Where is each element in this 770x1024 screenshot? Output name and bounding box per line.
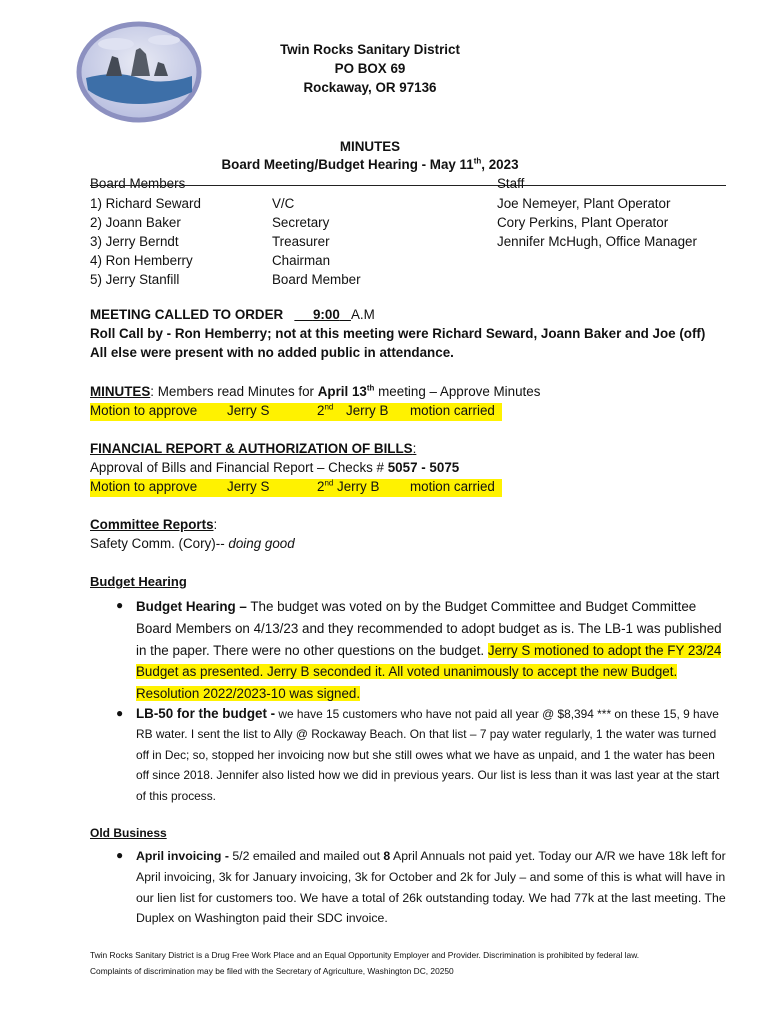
footer-line-2: Complaints of discrimination may be filed with the Secretary of Agriculture, Washington DC, 20250 bbox=[90, 966, 454, 976]
minutes-item: MINUTES: Members read Minutes for April 13th meeting – Approve Minutes bbox=[90, 383, 541, 399]
committee-text: Safety Comm. (Cory)-- doing good bbox=[90, 536, 295, 551]
heading-rule bbox=[90, 185, 726, 186]
april-invoicing-item: April invoicing - 5/2 emailed and mailed out 8 April Annuals not paid yet. Today our A/R we have 18k left for April invoicing, 3k for January invoicing, 3k for October and 2k for July – and some of this is what will have in our lien list for customers too. We have a total of 26k outstanding today. We had 77k at the last meeting. The Duplex on Washington paid their SDC invoice. bbox=[136, 849, 726, 926]
meeting-title: Board Meeting/Budget Hearing - May 11th, 2023 bbox=[221, 156, 519, 172]
board-member: 1) Richard Seward bbox=[90, 196, 201, 211]
org-name: Twin Rocks Sanitary District bbox=[280, 42, 460, 57]
minutes-motion: Motion to approve Jerry S 2nd Jerry B motion carried bbox=[90, 403, 502, 421]
doc-type: MINUTES bbox=[339, 139, 401, 154]
old-business-heading: Old Business bbox=[90, 826, 167, 840]
financial-heading: FINANCIAL REPORT & AUTHORIZATION OF BILLS: bbox=[90, 441, 417, 456]
board-role-list bbox=[272, 194, 361, 289]
attendance-note: All else were present with no added public in attendance. bbox=[90, 345, 454, 360]
po-box: PO BOX 69 bbox=[334, 61, 406, 76]
minutes-label: MINUTES bbox=[90, 384, 151, 399]
check-range: 5057 - 5075 bbox=[387, 460, 460, 475]
staff-member: Cory Perkins, Plant Operator bbox=[497, 215, 669, 230]
board-role: Treasurer bbox=[272, 234, 330, 249]
bullet-icon: ● bbox=[116, 706, 124, 720]
financial-text: Approval of Bills and Financial Report – Checks # 5057 - 5075 bbox=[90, 460, 460, 475]
call-to-order: MEETING CALLED TO ORDER 9:00 A.M bbox=[90, 307, 375, 322]
city-address: Rockaway, OR 97136 bbox=[303, 80, 437, 95]
lb50-item: LB-50 for the budget - we have 15 customers who have not paid all year @ $8,394 *** on these 15, 9 have RB water. I sent the list to Ally @ Rockaway Beach. On that list – 7 pay water regularly, 1 the water was turned off in Dec; so, stopped her invoicing now but she still owes what we have as unpaid, and 1 the water has been off since 2018. Jennifer also listed how we did in previous years. Our list is less than it was last year at the start of this process. bbox=[136, 706, 720, 803]
staff-heading: Staff bbox=[497, 176, 525, 191]
staff-list bbox=[497, 194, 697, 251]
staff-member: Jennifer McHugh, Office Manager bbox=[497, 234, 697, 249]
budget-hearing-item: Budget Hearing – The budget was voted on by the Budget Committee and Budget Committee Board Members on 4/13/23 and they recommended to adopt budget as is. The LB-1 was published in the paper. There were no other questions on the budget. Jerry S motioned to adopt the FY 23/24 Budget as presented. Jerry B seconded it. All voted unanimously to accept the new Budget. Resolution 2022/2023-10 was signed. bbox=[136, 599, 722, 702]
board-member-list bbox=[90, 194, 201, 289]
board-members-heading: Board Members bbox=[90, 176, 186, 191]
board-member: 5) Jerry Stanfill bbox=[90, 272, 180, 287]
bullet-icon: ● bbox=[116, 598, 124, 612]
bullet-icon: ● bbox=[116, 848, 124, 862]
roll-call: Roll Call by - Ron Hemberry; not at this meeting were Richard Seward, Joann Baker and Joe (off) bbox=[90, 326, 706, 341]
footer-line-1: Twin Rocks Sanitary District is a Drug Free Work Place and an Equal Opportunity Employer and Provider. Discrimination is prohibited by federal law. bbox=[90, 950, 640, 960]
board-role: Chairman bbox=[272, 253, 331, 268]
board-role: Secretary bbox=[272, 215, 330, 230]
meeting-time: 9:00 bbox=[312, 307, 340, 322]
board-member: 3) Jerry Berndt bbox=[90, 234, 179, 249]
committee-heading: Committee Reports: bbox=[90, 517, 218, 532]
financial-motion: Motion to approve Jerry S 2nd Jerry B motion carried bbox=[90, 479, 502, 497]
budget-heading: Budget Hearing bbox=[90, 574, 187, 589]
board-role: V/C bbox=[272, 196, 295, 211]
board-member: 4) Ron Hemberry bbox=[90, 253, 193, 268]
board-role: Board Member bbox=[272, 272, 361, 287]
board-member: 2) Joann Baker bbox=[90, 215, 181, 230]
staff-member: Joe Nemeyer, Plant Operator bbox=[497, 196, 671, 211]
